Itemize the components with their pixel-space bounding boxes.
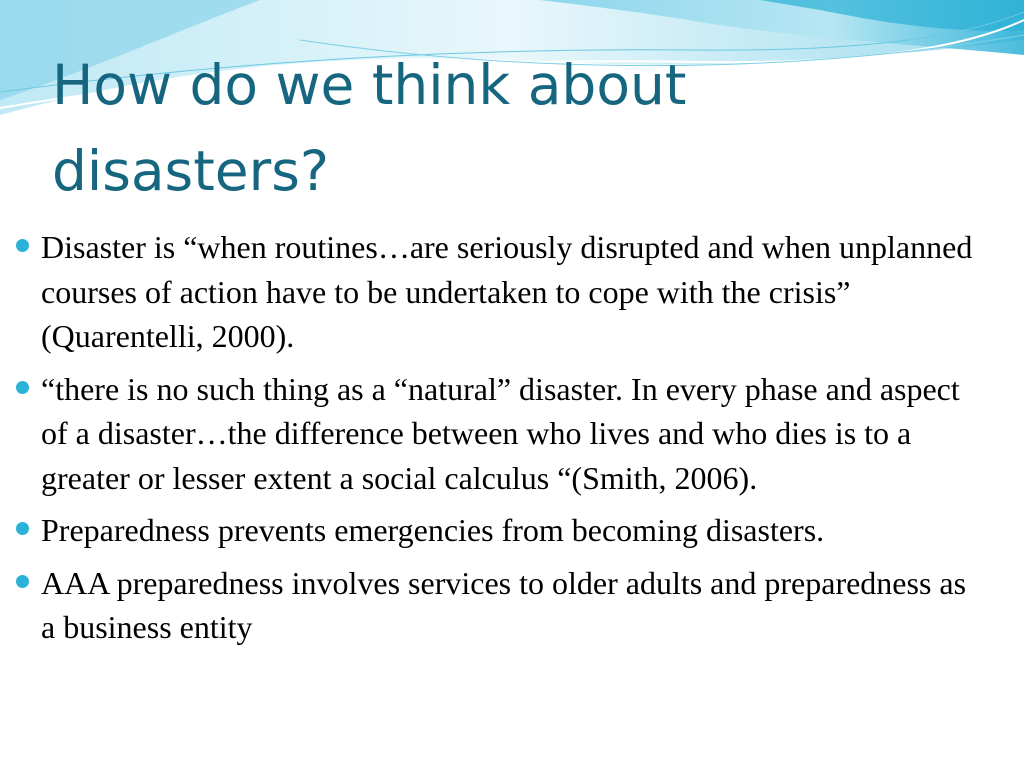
bullet-marker-icon	[16, 239, 29, 252]
bullet-item-1	[16, 225, 976, 359]
bullet-item-3	[16, 508, 976, 553]
bullet-text: “there is no such thing as a “natural” disaster. In every phase and aspect of a disaster…the difference between who lives and who dies is to a greater or lesser extent a social calculus “(Smith, 2006).	[41, 370, 960, 496]
bullet-text: Preparedness prevents emergencies from becoming disasters.	[41, 512, 825, 548]
bullet-item-2	[16, 367, 976, 501]
bullet-marker-icon	[16, 575, 29, 588]
bullet-marker-icon	[16, 522, 29, 535]
bullet-text: AAA preparedness involves services to older adults and preparedness as a business entity	[41, 564, 967, 645]
bullet-text: Disaster is “when routines…are seriously disrupted and when unplanned courses of action have to be undertaken to cope with the crisis” (Quarentelli, 2000).	[41, 229, 973, 354]
bullet-list	[16, 225, 976, 658]
slide-title: How do we think about disasters?	[52, 53, 687, 203]
bullet-marker-icon	[16, 381, 29, 394]
bullet-item-4	[16, 561, 976, 650]
